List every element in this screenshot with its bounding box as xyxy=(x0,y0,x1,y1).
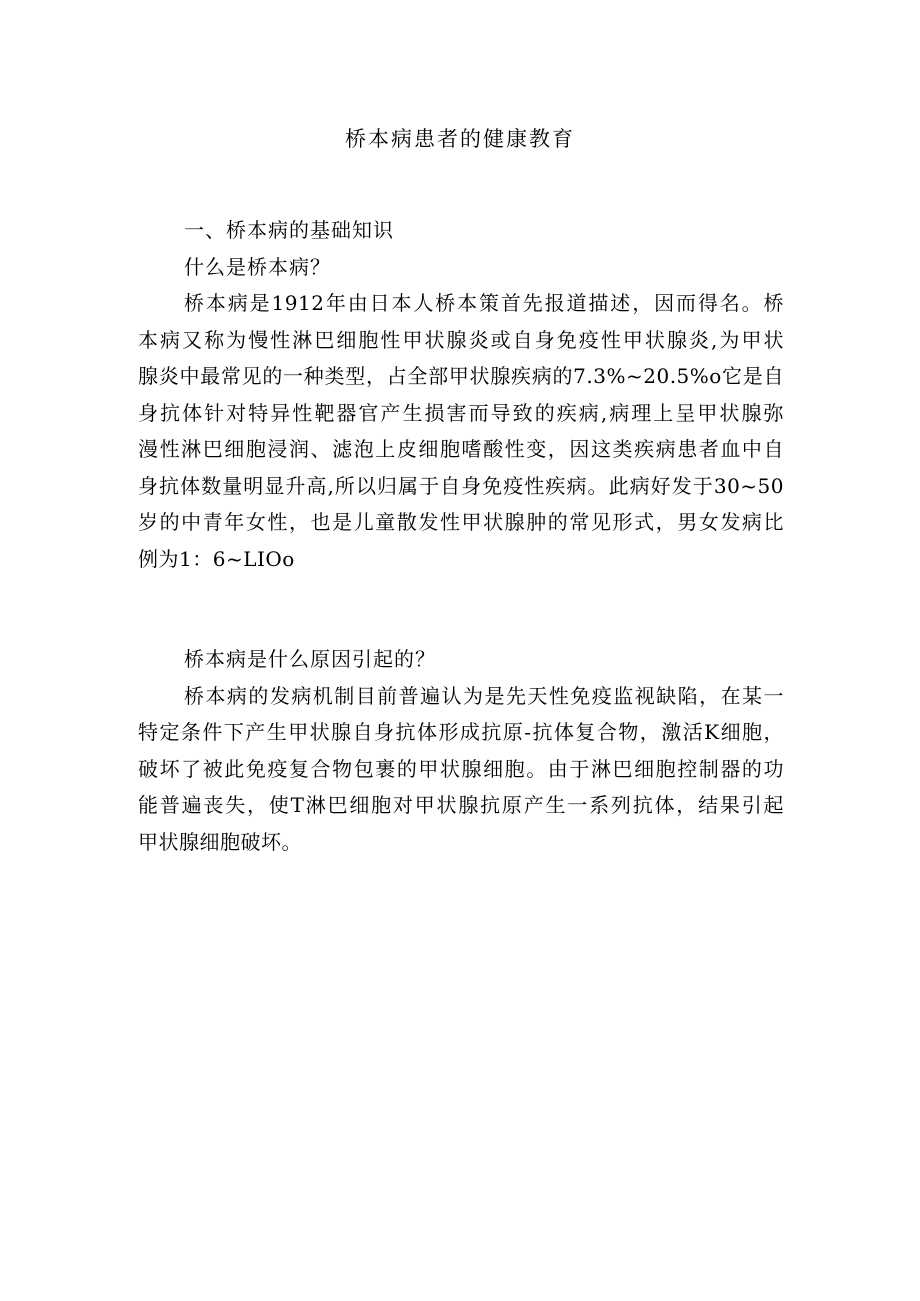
paragraph-line: 桥本病的发病机制目前普遍认为是先天性免疫监视缺陷，在某一 xyxy=(184,683,784,708)
paragraph-line: 甲状腺细胞破坏。 xyxy=(138,829,302,854)
document-body xyxy=(138,212,784,860)
paragraph-line: 身抗体数量明显升高,所以归属于自身免疫性疾病。此病好发于30~50 xyxy=(138,473,784,498)
section-heading: 一、桥本病的基础知识 xyxy=(184,218,394,242)
paragraph-line: 破坏了被此免疫复合物包裹的甲状腺细胞。由于淋巴细胞控制器的功 xyxy=(138,756,784,781)
document-title: 桥本病患者的健康教育 xyxy=(345,127,575,151)
paragraph-line: 漫性淋巴细胞浸润、滤泡上皮细胞嗜酸性变，因这类疾病患者血中自 xyxy=(138,437,784,461)
paragraph-line: 身抗体针对特异性靶器官产生损害而导致的疾病,病理上呈甲状腺弥 xyxy=(138,400,784,425)
paragraph-definition xyxy=(138,285,784,577)
paragraph-line: 能普遍丧失，使T淋巴细胞对甲状腺抗原产生一系列抗体，结果引起 xyxy=(138,793,784,817)
paragraph-line: 岁的中青年女性，也是儿童散发性甲状腺肿的常见形式，男女发病比 xyxy=(138,510,784,534)
question-heading: 桥本病是什么原因引起的？ xyxy=(184,647,436,671)
paragraph-line: 特定条件下产生甲状腺自身抗体形成抗原-抗体复合物，激活K细胞， xyxy=(138,720,784,744)
question-heading: 什么是桥本病？ xyxy=(184,254,331,279)
paragraph-line: 桥本病是1912年由日本人桥本策首先报道描述，因而得名。桥 xyxy=(184,291,784,315)
paragraph-line: 本病又称为慢性淋巴细胞性甲状腺炎或自身免疫性甲状腺炎,为甲状 xyxy=(138,327,784,352)
paragraph-cause xyxy=(138,678,784,861)
paragraph-line: 腺炎中最常见的一种类型，占全部甲状腺疾病的7.3%~20.5%o它是自 xyxy=(138,364,784,388)
paragraph-line: 例为1：6~LIOo xyxy=(138,546,295,571)
